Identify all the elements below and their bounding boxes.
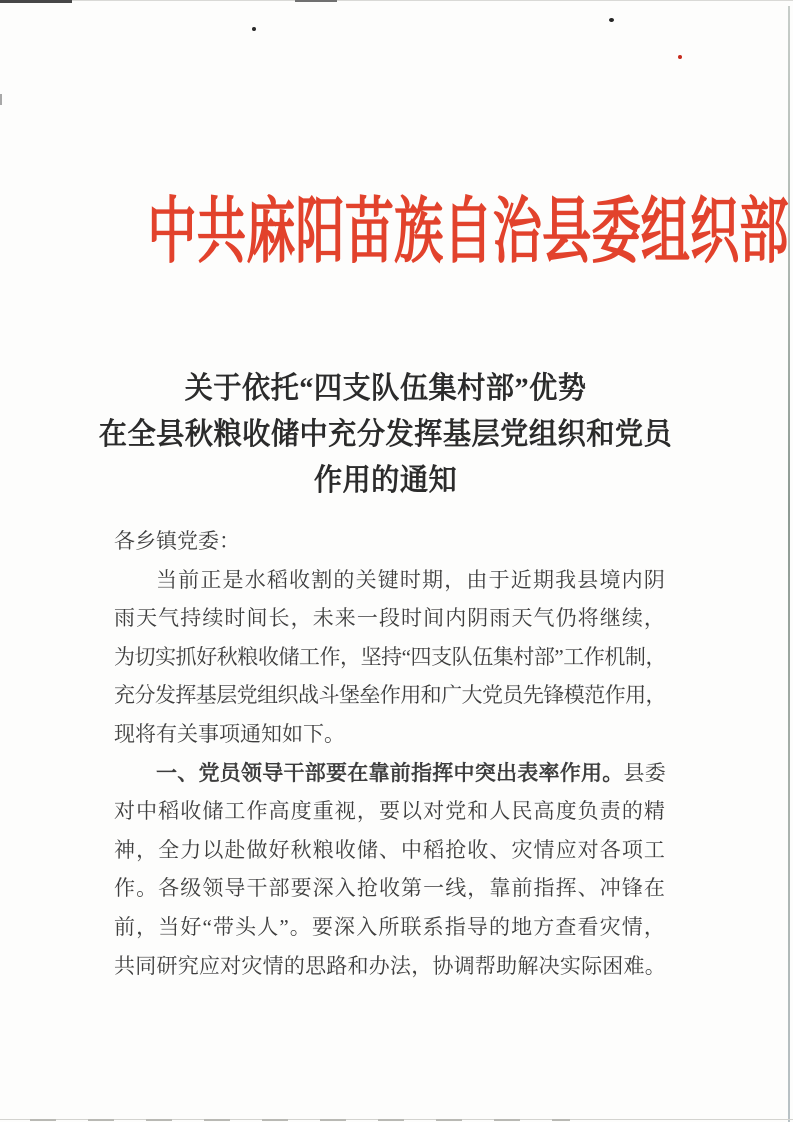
- letterhead: [0, 191, 793, 273]
- body-line: [114, 792, 666, 831]
- body-line: [114, 676, 666, 715]
- body-line: [114, 754, 666, 793]
- body-line: [114, 561, 666, 600]
- body-line: [114, 908, 666, 947]
- title-line-3: 作用的通知: [313, 464, 458, 497]
- body-line-text: 神，全力以赴做好秋粮收储、中稻抢收、灾情应对各项工: [114, 837, 666, 862]
- scan-bottom-dashes: [30, 1119, 570, 1121]
- body-line-text: 共同研究应对灾情的思路和办法，协调帮助解决实际困难。: [114, 953, 666, 978]
- body-line: [114, 715, 666, 754]
- body-line-text: 前，当好“带头人”。要深入所联系指导的地方查看灾情，: [114, 914, 666, 939]
- body-line: [114, 947, 666, 986]
- body-line-text: 各乡镇党委：: [114, 529, 240, 553]
- body-line-text: 作。各级领导干部要深入抢收第一线，靠前指挥、冲锋在: [114, 876, 666, 901]
- body-line-text: 雨天气持续时间长，未来一段时间内阴雨天气仍将继续，: [114, 606, 666, 631]
- scan-speck: [609, 18, 614, 22]
- body-line: [114, 599, 666, 638]
- body-line: [114, 638, 666, 677]
- scan-left-edge-mark: [0, 94, 2, 105]
- body-line-text: 对中稻收储工作高度重视，要以对党和人民高度负责的精: [114, 799, 666, 824]
- scan-top-edge-line: [0, 0, 793, 1]
- body-line-text: 现将有关事项通知如下。: [114, 721, 345, 746]
- title-line-2: 在全县秋粮收储中充分发挥基层党组织和党员: [98, 418, 673, 451]
- body-line: [114, 869, 666, 908]
- body-line: [114, 831, 666, 870]
- body-line-text: 为切实抓好秋粮收储工作，坚持“四支队伍集村部”工作机制，: [114, 644, 666, 669]
- issuer-name: 中共麻阳苗族自治县委组织部: [147, 192, 789, 272]
- body-line-text: 县委: [623, 760, 666, 785]
- body-line-text: 当前正是水稻收割的关键时期，由于近期我县境内阴: [156, 567, 666, 592]
- body-line-text: 充分发挥基层党组织战斗堡垒作用和广大党员先锋模范作用，: [114, 683, 666, 708]
- scan-right-edge-line: [788, 6, 790, 1122]
- title-line-1: 关于依托“四支队伍集村部”优势: [184, 372, 587, 405]
- body-line: [114, 522, 666, 561]
- scan-top-dark-segment: [0, 0, 72, 3]
- document-body: [114, 522, 666, 985]
- scan-red-speck: [678, 55, 682, 59]
- body-line-bold-heading: 一、党员领导干部要在靠前指挥中突出表率作用。: [156, 761, 624, 785]
- document-title: [13, 366, 758, 504]
- scan-speck: [252, 27, 256, 31]
- scan-top-dark-segment-2: [295, 0, 337, 2]
